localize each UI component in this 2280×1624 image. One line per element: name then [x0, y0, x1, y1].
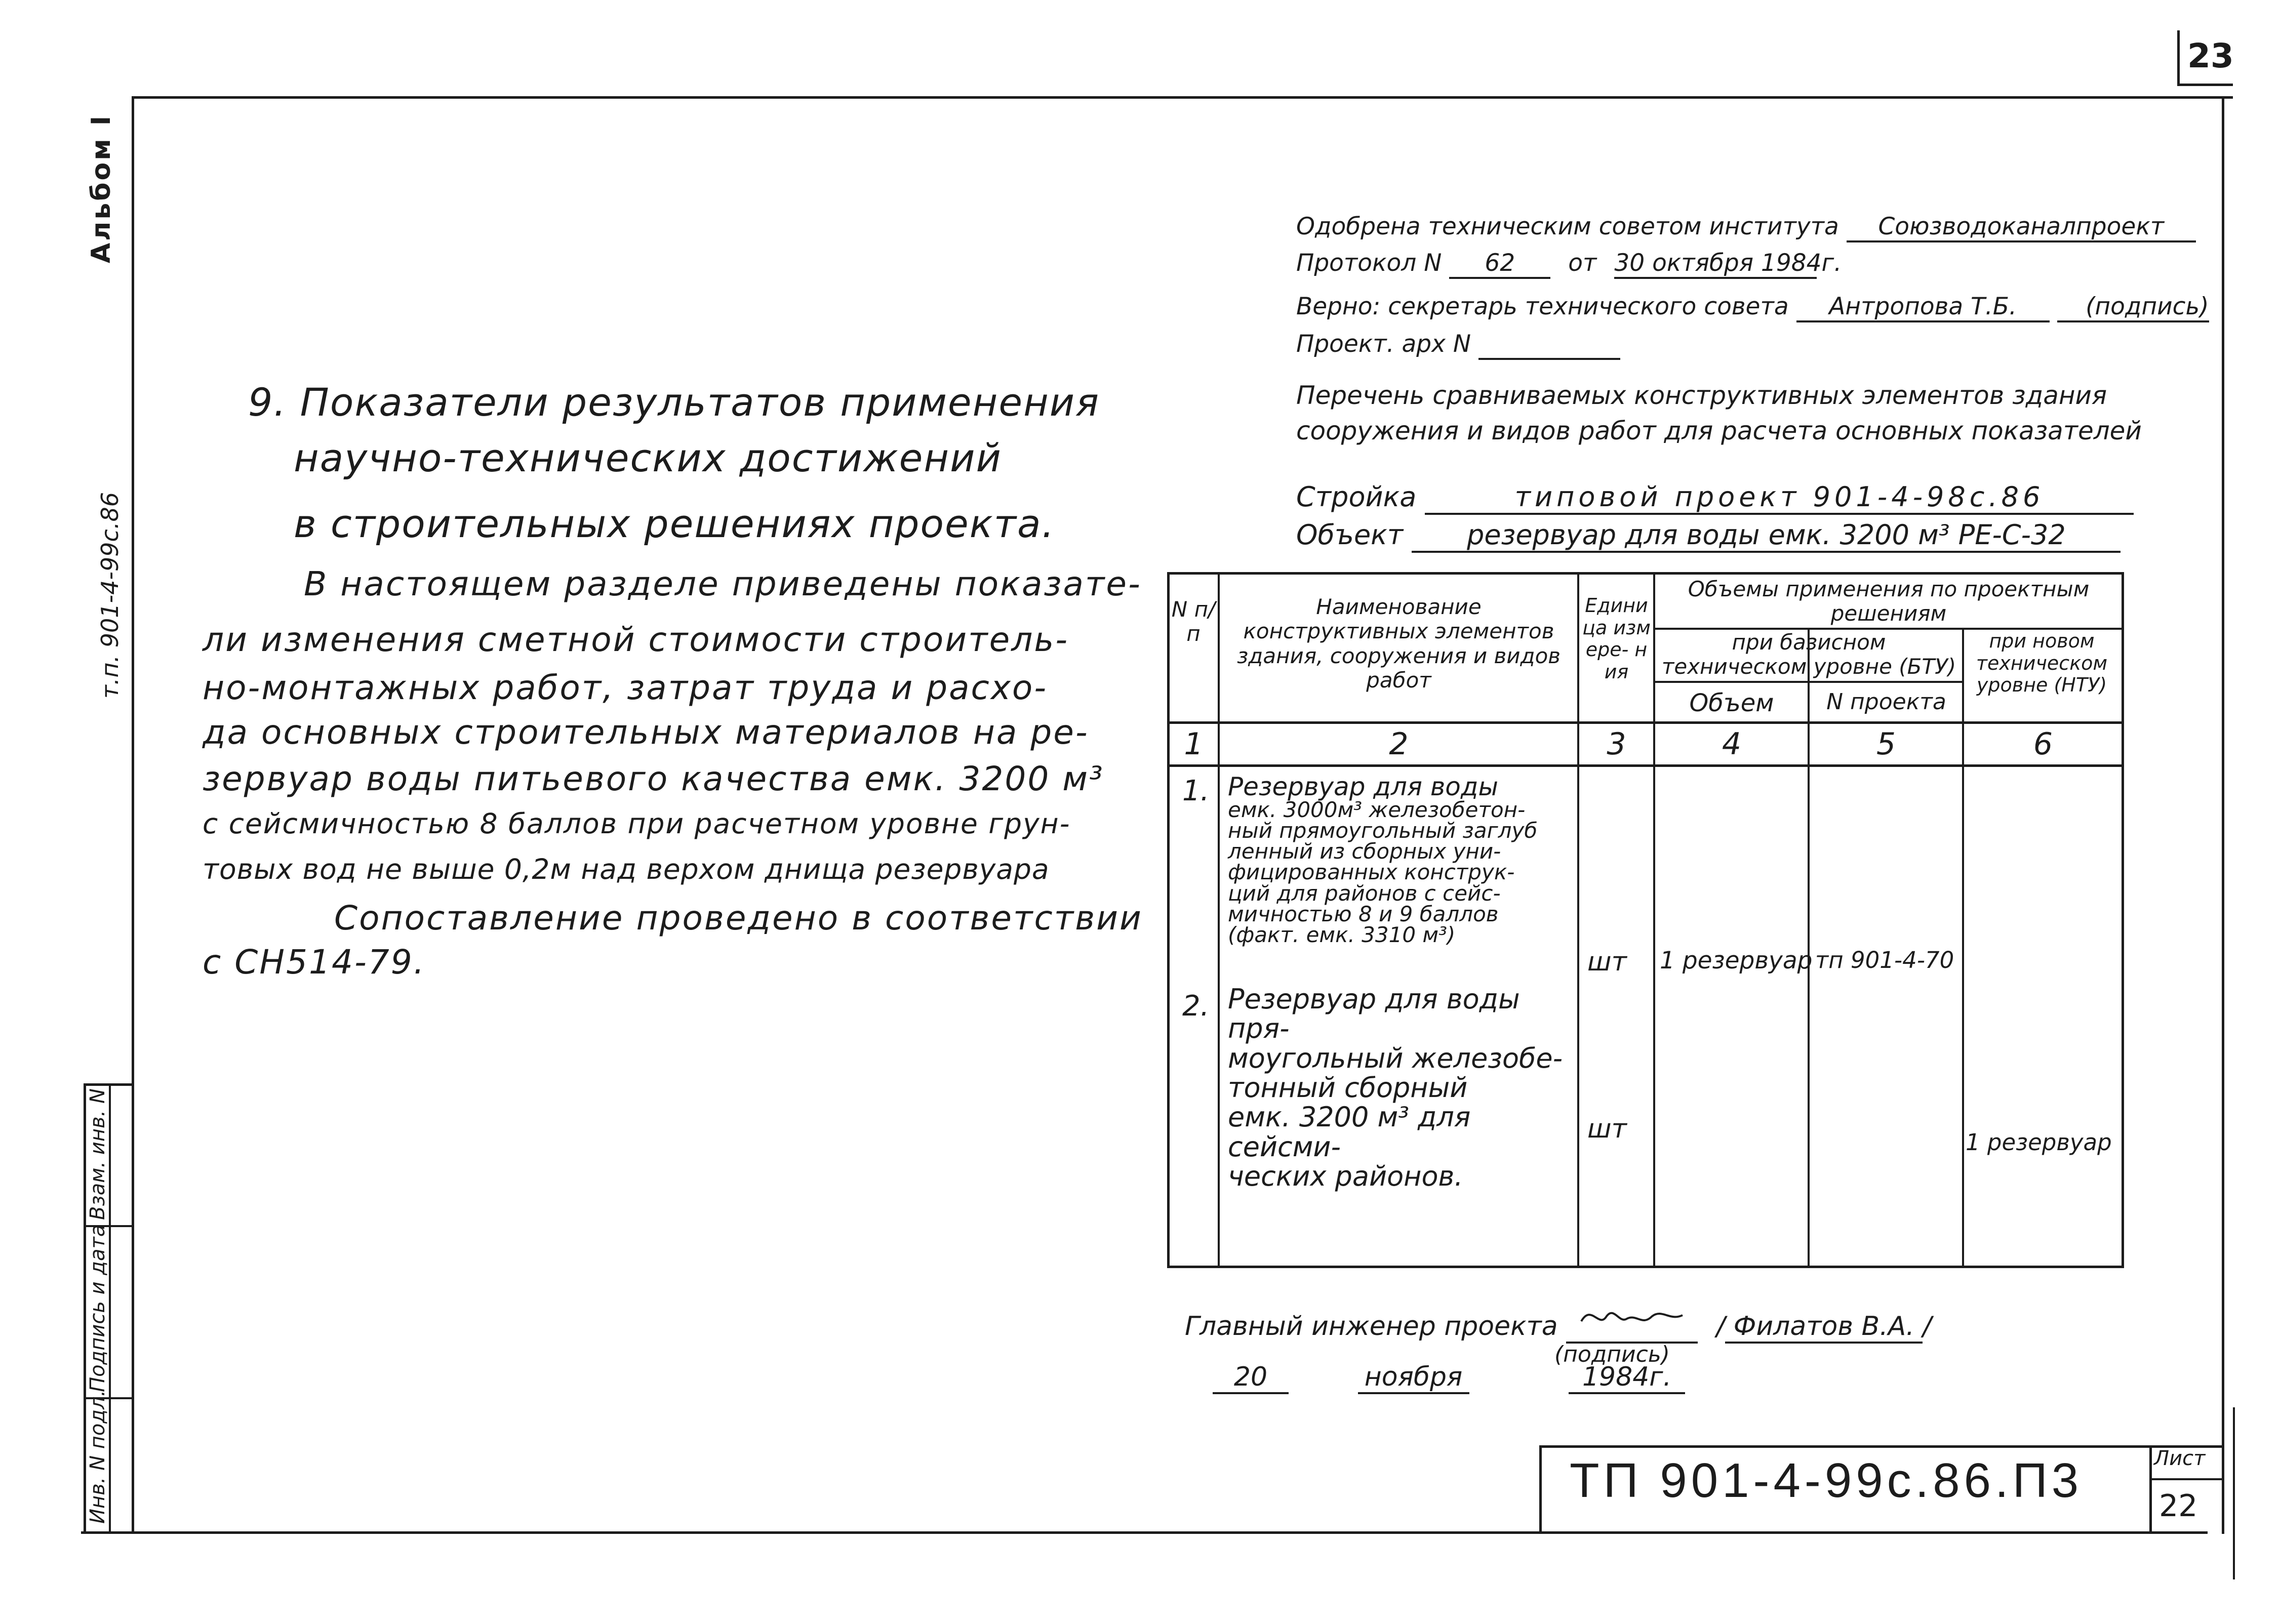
table-col-line-3 [1653, 572, 1655, 1268]
body-line-8: Сопоставление проведено в соответствии [334, 899, 1143, 938]
col-number-4: 4 [1722, 726, 1742, 762]
title-block-sheet-line [2149, 1478, 2223, 1480]
frame-right [2222, 96, 2224, 1534]
list-title-line-2: сооружения и видов работ для расчета основных показателей [1296, 416, 2142, 445]
row-2-name-line: моугольный железобе- [1228, 1042, 1563, 1074]
list-title-line-1: Перечень сравниваемых конструктивных элементов здания [1296, 381, 2107, 410]
col-number-3: 3 [1607, 726, 1626, 762]
chief-signature [1566, 1311, 1698, 1344]
chief-name: Филатов В.А. [1725, 1311, 1923, 1344]
header-name: Наименование конструктивных элементов здания, сооружения и видов работ [1236, 594, 1561, 693]
frame-bottom [81, 1531, 2208, 1534]
row-1-name [1228, 772, 1575, 947]
title-block-sheet-sep [2149, 1445, 2152, 1534]
table-col-line-2 [1577, 572, 1579, 1268]
row-1-name-line: ный прямоугольный заглуб [1228, 818, 1538, 843]
protocol-date: 30 октября 1984г. [1614, 249, 1817, 279]
header-volumes: Объемы применения по проектным решениям [1688, 577, 2090, 626]
row-1-name-line: Резервуар для воды [1228, 772, 1498, 801]
row-1-num: 1. [1182, 775, 1210, 807]
header-volume: Объем [1689, 689, 1774, 717]
row-2-name-line: ческих районов. [1228, 1160, 1463, 1192]
header-unit: Единица измере- ния [1582, 594, 1651, 683]
row-2-name-line: емк. 3200 м³ для сейсми- [1228, 1101, 1471, 1163]
chief-date-line [1213, 1362, 1685, 1394]
section-title-line-1: 9. Показатели результатов применения [248, 380, 1100, 425]
protocol-from-label: от [1568, 249, 1597, 277]
table-border-bottom [1167, 1266, 2124, 1268]
header-project-no: N проекта [1826, 689, 1946, 715]
approval-line-4 [1296, 330, 1620, 360]
row-1-name-line: мичностью 8 и 9 баллов [1228, 901, 1499, 926]
body-line-5: зервуар воды питьевого качества емк. 3200 м³ [203, 759, 1104, 798]
stamp-top [84, 1083, 134, 1086]
col-number-2: 2 [1389, 726, 1409, 762]
institute-name: Союзводоканалпроект [1847, 213, 2196, 242]
table-col-line-1 [1218, 572, 1220, 1268]
body-line-9: с СН514-79. [203, 943, 426, 982]
stamp-label-inv: Инв. N подл. [86, 1390, 109, 1524]
signature-scribble-icon [1576, 1301, 1688, 1331]
title-block-left [1539, 1445, 1542, 1534]
object-line [1296, 519, 2121, 553]
table-colnum-bottom [1167, 764, 2124, 767]
body-line-6: с сейсмичностью 8 баллов при расчетном уровне грун- [203, 807, 1071, 840]
row-2-name-line: тонный сборный [1228, 1071, 1468, 1104]
approval-line-1 [1296, 213, 2196, 242]
table-base-subline [1653, 681, 1962, 683]
row-2-num: 2. [1182, 990, 1210, 1023]
row-1-name-line: ленный из сборных уни- [1228, 839, 1501, 864]
chief-date-year: 1984г. [1569, 1362, 1685, 1394]
section-title-line-3: в строительных решениях проекта. [294, 501, 1055, 546]
chief-date-month: ноября [1358, 1362, 1469, 1394]
chief-name-slash-close: / [1923, 1311, 1932, 1342]
object-label: Объект [1296, 519, 1404, 551]
row-2-unit: шт [1587, 1114, 1627, 1144]
frame-top [132, 96, 2233, 99]
archive-number-blank [1478, 330, 1620, 360]
table-border-top [1167, 572, 2124, 575]
verified-label: Верно: секретарь технического совета [1296, 293, 1789, 320]
body-line-7: товых вод не выше 0,2м над верхом днища резервуара [203, 853, 1050, 885]
chief-name-slash-open: / [1716, 1311, 1726, 1342]
construction-value: типовой проект 901-4-98с.86 [1425, 481, 2134, 515]
stamp-label-signature: Подпись и дата [86, 1224, 109, 1392]
col-number-6: 6 [2033, 726, 2053, 762]
approval-text: Одобрена техническим советом института [1296, 213, 1839, 240]
approval-line-2 [1296, 249, 1842, 279]
chief-engineer-label: Главный инженер проекта [1185, 1311, 1558, 1342]
stamp-label-replace: Взам. инв. N [86, 1088, 109, 1220]
archive-label: Проект. арх N [1296, 330, 1471, 358]
header-num: N п/п [1171, 597, 1216, 646]
table-header-bottom [1167, 721, 2124, 724]
header-base: при базисном техническом уровне (БТУ) [1661, 630, 1956, 679]
title-block-top [1539, 1445, 2223, 1448]
table-border-left [1167, 572, 1170, 1268]
row-1-unit: шт [1587, 947, 1627, 977]
construction-line [1296, 481, 2134, 515]
object-value: резервуар для воды емк. 3200 м³ РЕ-С-32 [1412, 519, 2121, 553]
construction-label: Стройка [1296, 481, 1417, 513]
row-1-name-line: (факт. емк. 3310 м³) [1228, 922, 1456, 947]
approval-line-3 [1296, 293, 2209, 322]
page-number-underline [2177, 84, 2233, 86]
body-line-4: да основных строительных материалов на ре- [203, 713, 1089, 752]
document-code: ТП 901-4-99с.86.П3 [1570, 1453, 2083, 1508]
col-number-1: 1 [1184, 726, 1204, 762]
album-label: Альбом I [86, 113, 116, 263]
row-1-name-line: фицированных конструк- [1228, 860, 1515, 885]
chief-date-day: 20 [1213, 1362, 1289, 1394]
section-title-line-2: научно-технических достижений [294, 435, 1002, 480]
row-2-new-volume: 1 резервуар [1966, 1129, 2112, 1156]
row-2-name-line: Резервуар для воды пря- [1228, 983, 1520, 1045]
protocol-number: 62 [1449, 249, 1550, 279]
col-number-5: 5 [1876, 726, 1896, 762]
sheet-label: Лист [2154, 1447, 2206, 1470]
chief-engineer-line [1185, 1311, 1932, 1344]
side-project-code: т.п. 901-4-99с.86 [96, 492, 124, 699]
row-2-name [1228, 985, 1575, 1191]
body-line-3: но-монтажных работ, затрат труда и расхо- [203, 668, 1048, 707]
table-border-right [2122, 572, 2124, 1268]
header-new: при новом техническом уровне (НТУ) [1976, 630, 2108, 697]
sheet-number: 22 [2159, 1488, 2198, 1524]
page-number: 23 [2187, 36, 2234, 75]
secretary-signature-note: (подпись) [2057, 293, 2209, 322]
row-1-base-volume: 1 резервуар [1660, 947, 1813, 975]
row-1-base-project: тп 901-4-70 [1815, 947, 1954, 973]
frame-left [132, 96, 134, 1534]
scan-edge-line [2233, 1407, 2235, 1579]
row-1-name-line: емк. 3000м³ железобетон- [1228, 797, 1526, 822]
body-line-1: В настоящем разделе приведены показате- [304, 564, 1142, 603]
page-number-divider [2177, 30, 2180, 86]
row-1-name-line: ций для районов с сейс- [1228, 880, 1501, 906]
chief-sign-note: (подпись) [1554, 1342, 1670, 1367]
body-line-2: ли изменения сметной стоимости строитель- [203, 620, 1069, 659]
protocol-label: Протокол N [1296, 249, 1442, 277]
secretary-name: Антропова Т.Б. [1796, 293, 2050, 322]
